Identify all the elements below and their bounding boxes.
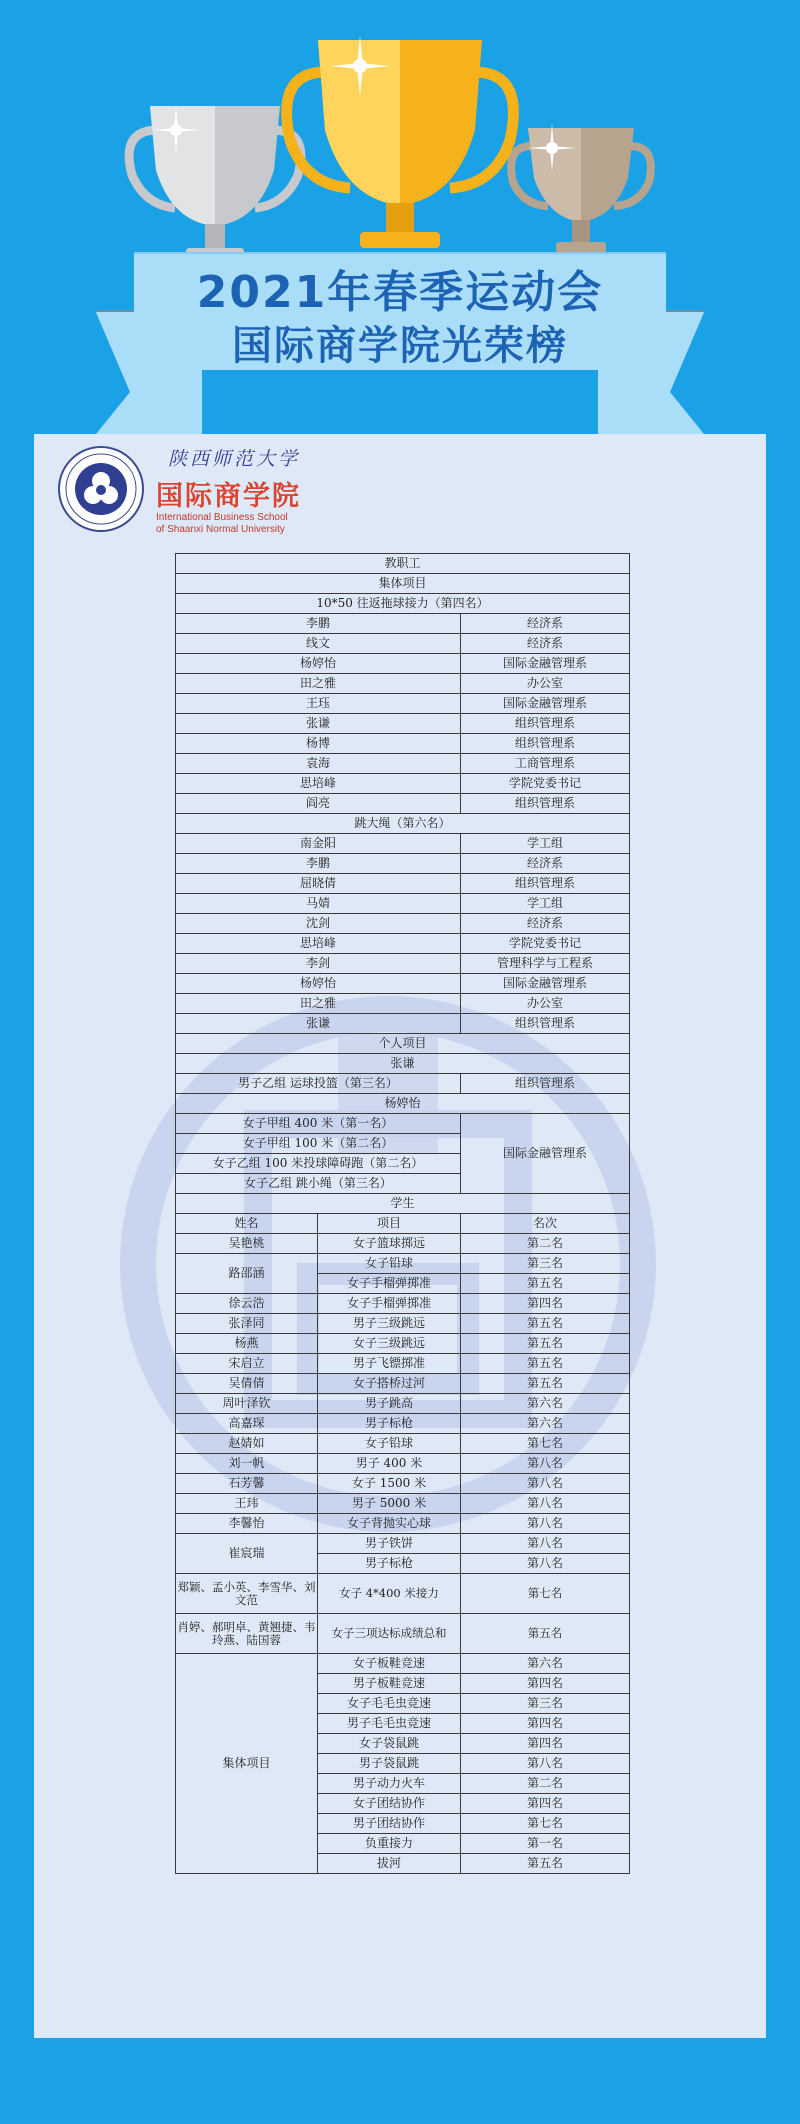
table-row	[176, 1074, 630, 1094]
member-name: 思培峰	[176, 934, 461, 954]
student-event: 男子飞镖掷准	[318, 1354, 461, 1374]
table-row	[176, 654, 630, 674]
student-name: 石芳馨	[176, 1474, 318, 1494]
table-row	[176, 614, 630, 634]
table-row	[176, 554, 630, 574]
member-dept: 组织管理系	[461, 794, 630, 814]
member-name: 李鹏	[176, 614, 461, 634]
member-name: 田之雅	[176, 994, 461, 1014]
table-row	[176, 1114, 630, 1134]
student-name: 刘一帆	[176, 1454, 318, 1474]
student-event: 女子搭桥过河	[318, 1374, 461, 1394]
member-name: 王珏	[176, 694, 461, 714]
member-name: 马婧	[176, 894, 461, 914]
table-row	[176, 1654, 630, 1674]
university-name: 陕西师范大学	[168, 448, 301, 470]
student-event: 女子 1500 米	[318, 1474, 461, 1494]
table-row	[176, 1194, 630, 1214]
student-rank: 第五名	[461, 1614, 630, 1654]
student-rank: 第八名	[461, 1534, 630, 1554]
member-dept: 学院党委书记	[461, 774, 630, 794]
table-header-row	[176, 1214, 630, 1234]
staff-group-heading: 集体项目	[176, 574, 630, 594]
table-row	[176, 734, 630, 754]
table-row	[176, 854, 630, 874]
student-event: 女子篮球掷远	[318, 1234, 461, 1254]
table-row	[176, 1334, 630, 1354]
student-event: 男子 400 米	[318, 1454, 461, 1474]
group-event: 负重接力	[318, 1834, 461, 1854]
table-row	[176, 934, 630, 954]
school-emblem-icon	[58, 446, 144, 532]
table-row	[176, 1374, 630, 1394]
student-name: 吴倩倩	[176, 1374, 318, 1394]
member-dept: 学工组	[461, 834, 630, 854]
table-row	[176, 1094, 630, 1114]
student-rank: 第六名	[461, 1394, 630, 1414]
member-name: 线文	[176, 634, 461, 654]
table-row	[176, 754, 630, 774]
member-dept: 国际金融管理系	[461, 654, 630, 674]
table-row	[176, 594, 630, 614]
student-rank: 第五名	[461, 1274, 630, 1294]
student-name: 周叶泽钦	[176, 1394, 318, 1414]
member-dept: 工商管理系	[461, 754, 630, 774]
member-dept: 组织管理系	[461, 1014, 630, 1034]
member-name: 阎亮	[176, 794, 461, 814]
student-rank: 第四名	[461, 1294, 630, 1314]
student-event: 女子背抛实心球	[318, 1514, 461, 1534]
individual-a-dept: 组织管理系	[461, 1074, 630, 1094]
member-dept: 经济系	[461, 614, 630, 634]
member-dept: 管理科学与工程系	[461, 954, 630, 974]
group-event: 女子团结协作	[318, 1794, 461, 1814]
group-rank: 第七名	[461, 1814, 630, 1834]
table-row	[176, 714, 630, 734]
member-dept: 经济系	[461, 914, 630, 934]
student-event: 男子跳高	[318, 1394, 461, 1414]
table-row	[176, 1014, 630, 1034]
member-dept: 学院党委书记	[461, 934, 630, 954]
table-row	[176, 914, 630, 934]
member-dept: 组织管理系	[461, 734, 630, 754]
group-label: 集体项目	[176, 1654, 318, 1874]
school-english-line2: of Shaanxi Normal University	[156, 524, 285, 535]
member-name: 思培峰	[176, 774, 461, 794]
member-dept: 组织管理系	[461, 874, 630, 894]
individual-b-dept: 国际金融管理系	[461, 1114, 630, 1194]
student-name: 王玮	[176, 1494, 318, 1514]
table-row	[176, 794, 630, 814]
column-header-event: 项目	[318, 1214, 461, 1234]
student-rank: 第三名	[461, 1254, 630, 1274]
member-name: 沈剑	[176, 914, 461, 934]
member-name: 张谦	[176, 1014, 461, 1034]
student-rank: 第八名	[461, 1474, 630, 1494]
group-rank: 第一名	[461, 1834, 630, 1854]
table-row	[176, 874, 630, 894]
table-row	[176, 1494, 630, 1514]
table-row	[176, 634, 630, 654]
member-name: 杨博	[176, 734, 461, 754]
member-name: 李鹏	[176, 854, 461, 874]
individual-b-event: 女子甲组 400 米（第一名）	[176, 1114, 461, 1134]
table-row	[176, 694, 630, 714]
student-name: 崔宸瑞	[176, 1534, 318, 1574]
student-name: 高嘉琛	[176, 1414, 318, 1434]
student-event: 女子三项达标成绩总和	[318, 1614, 461, 1654]
table-row	[176, 1434, 630, 1454]
student-rank: 第五名	[461, 1334, 630, 1354]
table-row	[176, 954, 630, 974]
table-row	[176, 1234, 630, 1254]
table-row	[176, 674, 630, 694]
member-name: 屈晓倩	[176, 874, 461, 894]
gold-trophy-icon	[287, 40, 514, 248]
student-rank: 第八名	[461, 1494, 630, 1514]
table-row	[176, 994, 630, 1014]
student-name: 徐云浩	[176, 1294, 318, 1314]
column-header-name: 姓名	[176, 1214, 318, 1234]
student-event: 女子手榴弹掷准	[318, 1274, 461, 1294]
rope-title: 跳大绳（第六名）	[176, 814, 630, 834]
table-row	[176, 974, 630, 994]
group-rank: 第六名	[461, 1654, 630, 1674]
honor-table	[175, 553, 630, 1874]
student-event: 女子 4*400 米接力	[318, 1574, 461, 1614]
table-row	[176, 1514, 630, 1534]
student-name: 郑颖、孟小英、李雪华、刘文范	[176, 1574, 318, 1614]
staff-heading: 教职工	[176, 554, 630, 574]
student-rank: 第五名	[461, 1354, 630, 1374]
member-name: 袁海	[176, 754, 461, 774]
student-event: 男子 5000 米	[318, 1494, 461, 1514]
student-rank: 第七名	[461, 1574, 630, 1614]
banner-title-line2: 国际商学院光荣榜	[232, 323, 568, 369]
student-event: 男子铁饼	[318, 1534, 461, 1554]
student-name: 杨燕	[176, 1334, 318, 1354]
member-dept: 国际金融管理系	[461, 694, 630, 714]
student-name: 李馨怡	[176, 1514, 318, 1534]
individual-b-event: 女子甲组 100 米（第二名）	[176, 1134, 461, 1154]
student-rank: 第五名	[461, 1314, 630, 1334]
table-row	[176, 774, 630, 794]
student-event: 女子三级跳远	[318, 1334, 461, 1354]
individual-a-name: 张谦	[176, 1054, 630, 1074]
table-row	[176, 834, 630, 854]
group-rank: 第四名	[461, 1714, 630, 1734]
student-rank: 第八名	[461, 1454, 630, 1474]
student-rank: 第二名	[461, 1234, 630, 1254]
table-row	[176, 1534, 630, 1554]
student-name: 张泽同	[176, 1314, 318, 1334]
student-event: 男子标枪	[318, 1414, 461, 1434]
student-rank: 第七名	[461, 1434, 630, 1454]
individual-a-event: 男子乙组 运球投篮（第三名）	[176, 1074, 461, 1094]
group-rank: 第二名	[461, 1774, 630, 1794]
student-rank: 第八名	[461, 1554, 630, 1574]
student-rank: 第五名	[461, 1374, 630, 1394]
table-row	[176, 1454, 630, 1474]
table-row	[176, 1474, 630, 1494]
table-row	[176, 1394, 630, 1414]
table-row	[176, 1294, 630, 1314]
student-name: 路邵涵	[176, 1254, 318, 1294]
student-event: 男子三级跳远	[318, 1314, 461, 1334]
student-rank: 第八名	[461, 1514, 630, 1534]
member-name: 张谦	[176, 714, 461, 734]
group-event: 女子袋鼠跳	[318, 1734, 461, 1754]
group-event: 女子板鞋竞速	[318, 1654, 461, 1674]
group-event: 男子毛毛虫竞速	[318, 1714, 461, 1734]
member-dept: 组织管理系	[461, 714, 630, 734]
member-name: 杨婷怡	[176, 974, 461, 994]
students-heading: 学生	[176, 1194, 630, 1214]
table-row	[176, 1354, 630, 1374]
bronze-trophy-icon	[511, 128, 651, 253]
student-event: 女子铅球	[318, 1254, 461, 1274]
individual-heading: 个人项目	[176, 1034, 630, 1054]
table-row	[176, 1314, 630, 1334]
group-event: 女子毛毛虫竞速	[318, 1694, 461, 1714]
table-row	[176, 1034, 630, 1054]
group-rank: 第八名	[461, 1754, 630, 1774]
table-row	[176, 894, 630, 914]
student-event: 女子手榴弹掷准	[318, 1294, 461, 1314]
student-name: 宋启立	[176, 1354, 318, 1374]
group-rank: 第四名	[461, 1674, 630, 1694]
table-row	[176, 1614, 630, 1654]
silver-trophy-icon	[129, 106, 301, 260]
group-event: 男子动力火车	[318, 1774, 461, 1794]
individual-b-name: 杨婷怡	[176, 1094, 630, 1114]
group-rank: 第三名	[461, 1694, 630, 1714]
student-name: 吴艳桃	[176, 1234, 318, 1254]
table-row	[176, 814, 630, 834]
school-name: 国际商学院	[156, 481, 301, 512]
member-dept: 国际金融管理系	[461, 974, 630, 994]
group-rank: 第四名	[461, 1734, 630, 1754]
relay-title: 10*50 往返拖球接力（第四名）	[176, 594, 630, 614]
group-event: 男子团结协作	[318, 1814, 461, 1834]
member-dept: 学工组	[461, 894, 630, 914]
member-name: 杨婷怡	[176, 654, 461, 674]
student-event: 男子标枪	[318, 1554, 461, 1574]
student-event: 女子铅球	[318, 1434, 461, 1454]
member-name: 田之雅	[176, 674, 461, 694]
table-row	[176, 1414, 630, 1434]
table-row	[176, 1254, 630, 1274]
individual-b-event: 女子乙组 100 米投球障碍跑（第二名）	[176, 1154, 461, 1174]
group-rank: 第五名	[461, 1854, 630, 1874]
table-row	[176, 574, 630, 594]
banner-title-line1: 2021年春季运动会	[196, 267, 604, 318]
member-dept: 办公室	[461, 674, 630, 694]
header-graphic	[0, 0, 800, 440]
student-name: 肖婷、郝明卓、黄翘捷、韦玲燕、陆国蓉	[176, 1614, 318, 1654]
group-rank: 第四名	[461, 1794, 630, 1814]
column-header-rank: 名次	[461, 1214, 630, 1234]
table-row	[176, 1054, 630, 1074]
group-event: 男子板鞋竞速	[318, 1674, 461, 1694]
member-dept: 办公室	[461, 994, 630, 1014]
member-dept: 经济系	[461, 854, 630, 874]
member-name: 南金阳	[176, 834, 461, 854]
member-dept: 经济系	[461, 634, 630, 654]
table-row	[176, 1574, 630, 1614]
group-event: 男子袋鼠跳	[318, 1754, 461, 1774]
member-name: 李剑	[176, 954, 461, 974]
individual-b-event: 女子乙组 跳小绳（第三名）	[176, 1174, 461, 1194]
school-english-line1: International Business School	[156, 512, 288, 523]
group-event: 拔河	[318, 1854, 461, 1874]
student-name: 赵婧如	[176, 1434, 318, 1454]
student-rank: 第六名	[461, 1414, 630, 1434]
